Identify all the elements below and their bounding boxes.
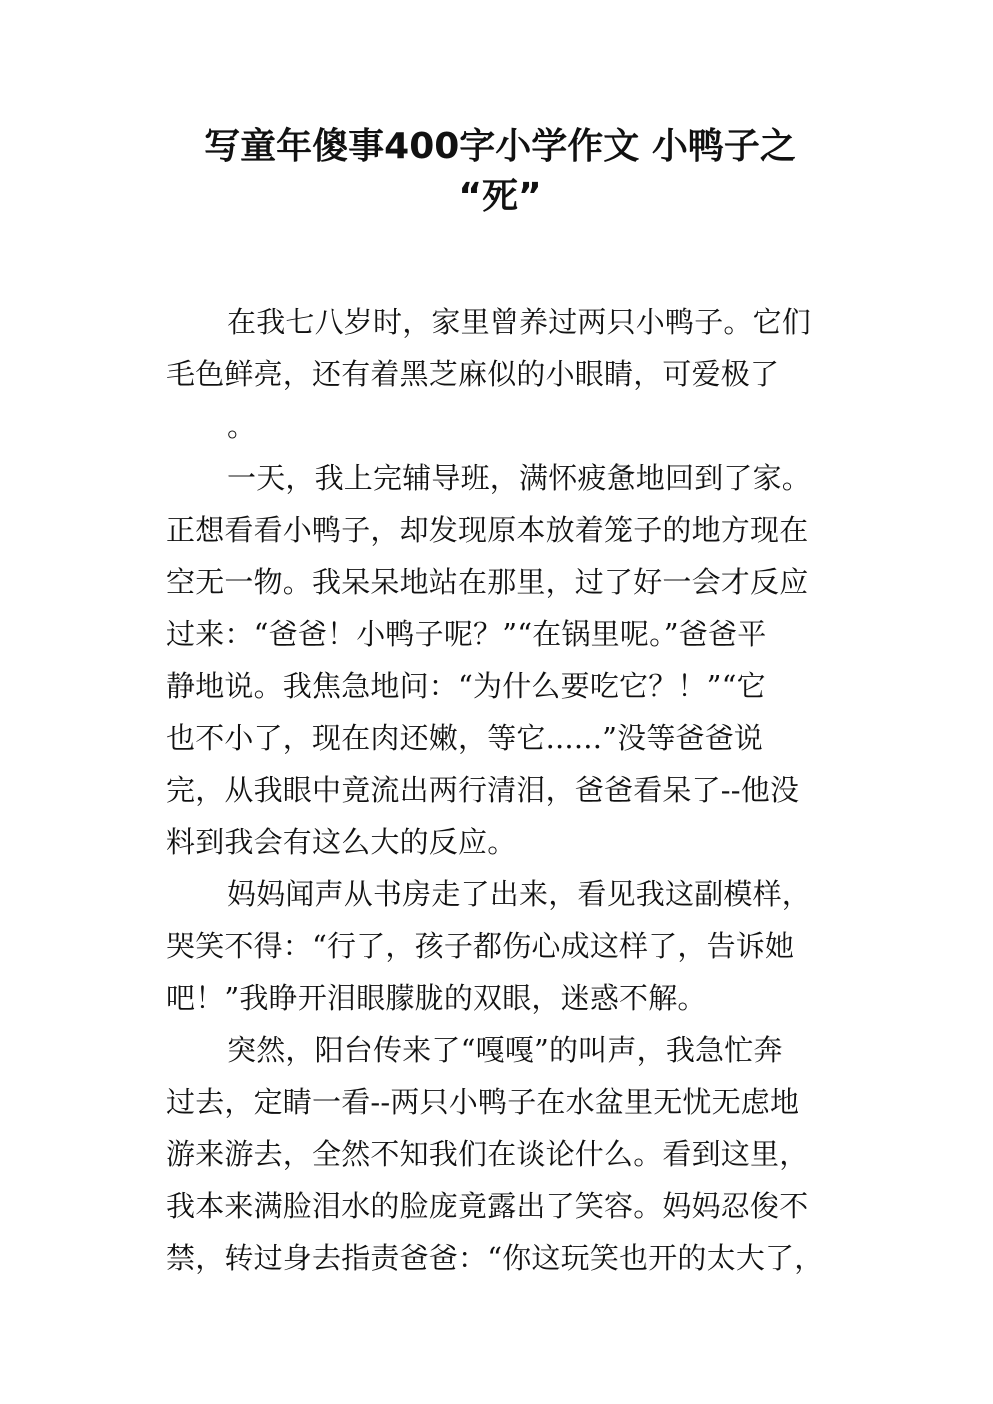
text-line: 。 <box>227 409 257 443</box>
title-line-1: 写童年傻事400字小学作文 小鸭子之 <box>204 126 796 167</box>
text-line: 突然，阳台传来了“嘎嘎”的叫声，我急忙奔 <box>227 1033 783 1067</box>
text-line: 哭笑不得：“行了，孩子都伤心成这样了，告诉她 <box>166 929 795 963</box>
text-line: 静地说。我焦急地问：“为什么要吃它？！”“它 <box>166 669 766 703</box>
text-line: 吧！”我睁开泪眼朦胧的双眼，迷惑不解。 <box>166 981 707 1015</box>
text-line: 过去，定睛一看--两只小鸭子在水盆里无忧无虑地 <box>166 1085 800 1119</box>
text-line: 完，从我眼中竟流出两行清泪，爸爸看呆了--他没 <box>166 773 800 807</box>
text-line: 游来游去，全然不知我们在谈论什么。看到这里， <box>166 1137 809 1171</box>
text-line: 妈妈闻声从书房走了出来，看见我这副模样， <box>227 877 812 911</box>
text-line: 也不小了，现在肉还嫩，等它......”没等爸爸说 <box>166 721 764 755</box>
text-line: 在我七八岁时，家里曾养过两只小鸭子。它们 <box>227 305 812 339</box>
article-body <box>166 296 846 1284</box>
text-line: 正想看看小鸭子，却发现原本放着笼子的地方现在 <box>166 513 809 547</box>
text-line: 一天，我上完辅导班，满怀疲惫地回到了家。 <box>227 461 812 495</box>
document-title <box>160 122 840 222</box>
text-line: 过来：“爸爸！小鸭子呢？”“在锅里呢。”爸爸平 <box>166 617 767 651</box>
text-line: 料到我会有这么大的反应。 <box>166 825 517 859</box>
text-line: 毛色鲜亮，还有着黑芝麻似的小眼睛，可爱极了 <box>166 357 780 391</box>
text-line: 禁，转过身去指责爸爸：“你这玩笑也开的太大了， <box>166 1241 824 1275</box>
title-line-2: “死” <box>458 176 542 217</box>
text-line: 我本来满脸泪水的脸庞竟露出了笑容。妈妈忍俊不 <box>166 1189 809 1223</box>
text-line: 空无一物。我呆呆地站在那里，过了好一会才反应 <box>166 565 809 599</box>
